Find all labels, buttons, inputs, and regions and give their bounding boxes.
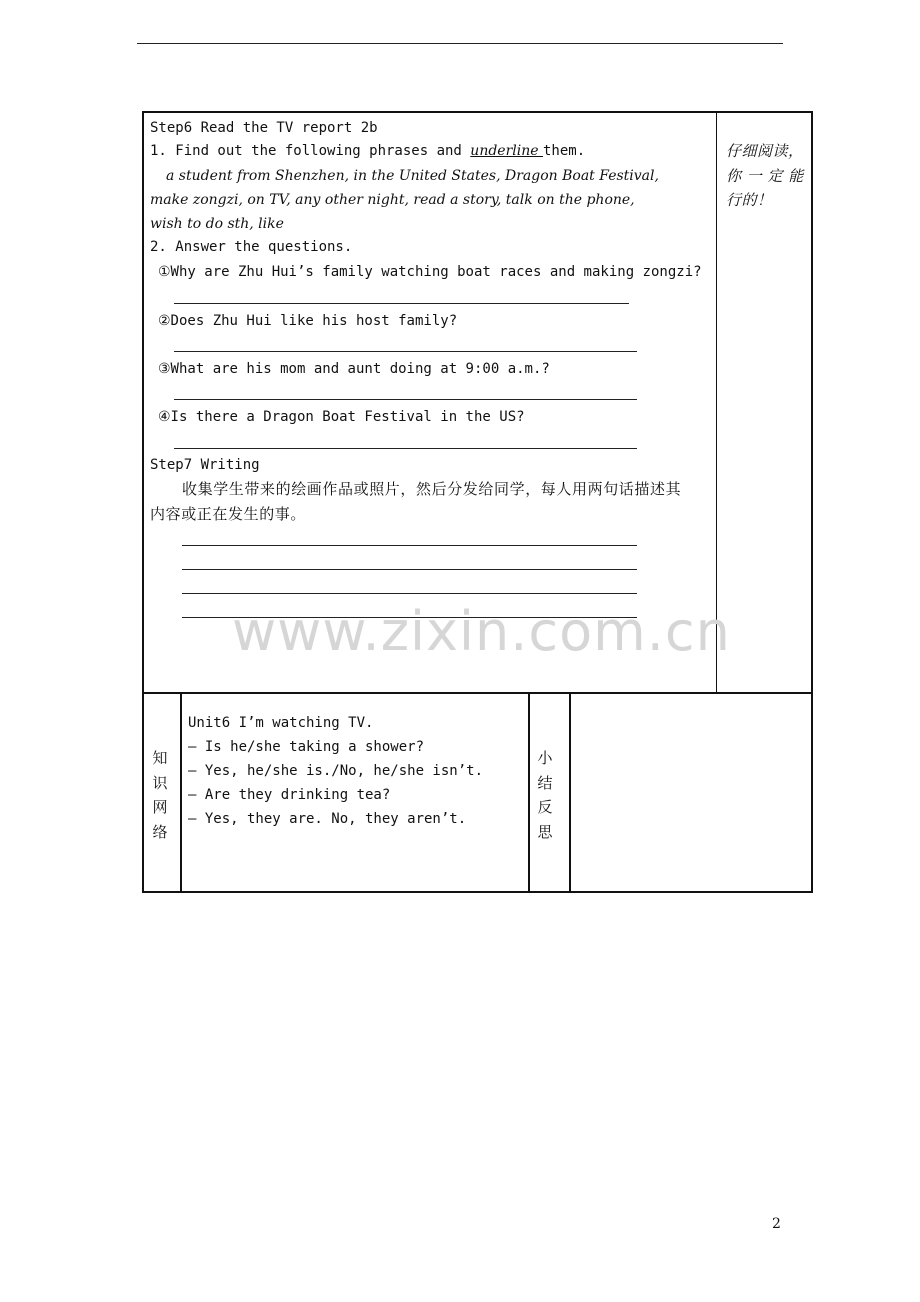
knowledge-line-5: — Yes, they are. No, they aren’t. [188, 811, 467, 827]
summary-label-char: 反 [537, 798, 553, 816]
summary-left-divider [528, 693, 530, 892]
question-2: ②Does Zhu Hui like his host family? [158, 313, 458, 329]
phrases-line-1: a student from Shenzhen, in the United States, Dragon Boat Festival, [166, 168, 659, 184]
question-4: ④Is there a Dragon Boat Festival in the US? [158, 409, 525, 425]
answer-line-2[interactable] [174, 351, 637, 352]
task1-instruction [150, 139, 585, 163]
writing-line-2[interactable] [182, 569, 637, 570]
answer-line-4[interactable] [174, 448, 637, 449]
task1-suffix: them. [542, 143, 586, 159]
phrases-line-3: wish to do sth, like [150, 216, 284, 232]
summary-label-char: 思 [537, 822, 553, 841]
side-note-line-1: 仔细阅读， [726, 142, 804, 160]
step6-title: Step6 Read the TV report 2b [150, 120, 378, 136]
summary-reflection-label [535, 746, 555, 844]
knowledge-label-char: 络 [152, 822, 168, 841]
knowledge-line-2: — Is he/she taking a shower? [188, 739, 425, 755]
phrases-line-2: make zongzi, on TV, any other night, read a story, talk on the phone, [150, 192, 635, 208]
question-3: ③What are his mom and aunt doing at 9:00 a.m.? [158, 361, 550, 377]
knowledge-label-divider [180, 693, 182, 892]
knowledge-label-char: 知 [152, 749, 168, 767]
side-note-line-3: 行的！ [726, 191, 773, 209]
writing-line-1[interactable] [182, 545, 637, 546]
summary-answer-area[interactable] [572, 695, 810, 890]
step7-instruction-line-1: 收集学生带来的绘画作品或照片，然后分发给同学，每人用两句话描述其 [182, 480, 682, 498]
step7-title: Step7 Writing [150, 457, 260, 473]
step7-instruction-line-2: 内容或正在发生的事。 [150, 505, 307, 523]
answer-line-3[interactable] [174, 399, 637, 400]
summary-label-char: 结 [537, 773, 553, 792]
knowledge-line-3: — Yes, he/she is./No, he/she isn’t. [188, 763, 484, 779]
answer-line-1[interactable] [174, 303, 629, 304]
header-rule [137, 43, 783, 44]
knowledge-line-4: — Are they drinking tea? [188, 787, 391, 803]
page-number: 2 [772, 1216, 781, 1232]
question-1: ①Why are Zhu Hui’s family watching boat races and making zongzi? [158, 264, 702, 280]
summary-label-char: 小 [537, 749, 553, 767]
knowledge-network-label [150, 746, 170, 844]
writing-line-3[interactable] [182, 593, 637, 594]
knowledge-label-char: 网 [152, 798, 168, 816]
side-note [726, 139, 804, 213]
task1-underline-word: underline [470, 143, 543, 159]
knowledge-line-1: Unit6 I’m watching TV. [188, 715, 374, 731]
task1-prefix: 1. Find out the following phrases and [150, 143, 471, 159]
watermark: www.zixin.com.cn [232, 600, 731, 663]
side-note-line-2: 你 一 定 能 [726, 166, 804, 185]
task2-instruction: 2. Answer the questions. [150, 239, 353, 255]
knowledge-label-char: 识 [152, 773, 168, 792]
summary-right-divider [569, 693, 571, 892]
